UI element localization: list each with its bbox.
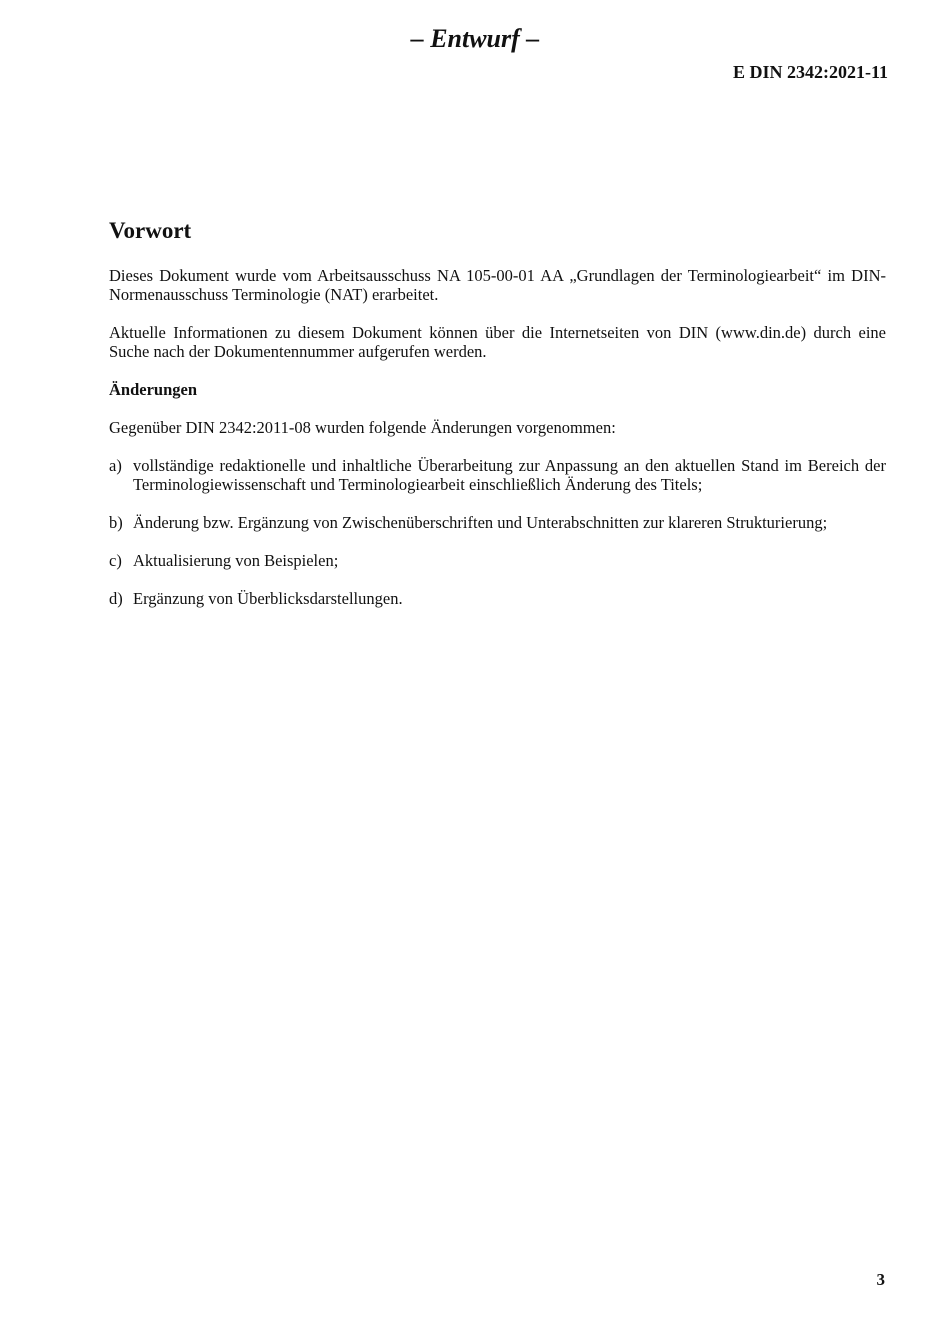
list-item <box>109 589 886 608</box>
foreword-section <box>109 215 886 627</box>
list-marker: c) <box>109 551 122 570</box>
paragraph-committee: Dieses Dokument wurde vom Arbeitsausschuss NA 105-00-01 AA „Grundlagen der Terminologiearbeit“ im DIN-Normenausschuss Terminologie (NAT) erarbeitet. <box>109 266 886 304</box>
changes-list <box>109 456 886 608</box>
section-title: Vorwort <box>109 218 192 243</box>
changes-intro: Gegenüber DIN 2342:2011-08 wurden folgende Änderungen vorgenommen: <box>109 418 616 437</box>
list-item-text: Ergänzung von Überblicksdarstellungen. <box>133 589 403 608</box>
list-marker: b) <box>109 513 123 532</box>
document-id: E DIN 2342:2021-11 <box>732 62 888 82</box>
draft-mark: – Entwurf – <box>410 24 540 53</box>
list-item <box>109 456 886 494</box>
list-item-text: vollständige redaktionelle und inhaltliche Überarbeitung zur Anpassung an den aktuellen Stand im Bereich der Terminologiewissenschaft und Terminologiearbeit einschließlich Änderung des Titels; <box>133 456 886 494</box>
changes-heading: Änderungen <box>109 380 198 399</box>
page-number: 3 <box>876 1270 885 1289</box>
list-item <box>109 513 886 532</box>
list-item <box>109 551 886 570</box>
list-item-text: Aktualisierung von Beispielen; <box>133 551 339 570</box>
list-marker: d) <box>109 589 123 608</box>
list-marker: a) <box>109 456 122 475</box>
list-item-text: Änderung bzw. Ergänzung von Zwischenüberschriften und Unterabschnitten zur klareren Strukturierung; <box>133 513 828 532</box>
paragraph-information: Aktuelle Informationen zu diesem Dokument können über die Internetseiten von DIN (www.din.de) durch eine Suche nach der Dokumentennummer aufgerufen werden. <box>109 323 886 361</box>
